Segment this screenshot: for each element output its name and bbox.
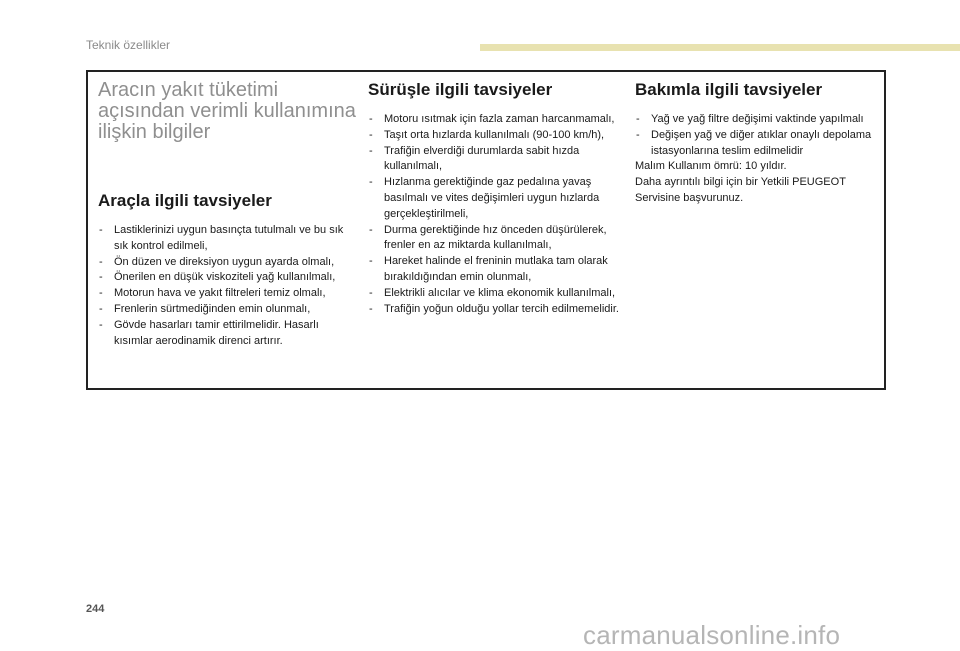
page-number: 244 xyxy=(86,603,105,615)
list-item: - Gövde hasarları tamir ettirilmelidir. Hasarlı kısımlar aerodinamik direnci artırır. xyxy=(98,318,356,350)
list-item: - Lastiklerinizi uygun basınçta tutulmalı ve bu sık sık kontrol edilmeli, xyxy=(98,223,356,255)
list-item: - Yağ ve yağ filtre değişimi vaktinde yapılmalı xyxy=(635,112,885,128)
watermark-text: carmanualsonline.info xyxy=(583,620,841,650)
intro-title: Aracın yakıt tüketimi açısından verimli kullanımına ilişkin bilgiler xyxy=(98,79,356,143)
list-item: - Önerilen en düşük viskoziteli yağ kullanılmalı, xyxy=(98,270,356,286)
list-item: - Trafiğin yoğun olduğu yollar tercih edilmemelidir. xyxy=(368,302,624,318)
driving-advice-title: Sürüşle ilgili tavsiyeler xyxy=(368,80,553,99)
list-item: - Elektrikli alıcılar ve klima ekonomik kullanılmalı, xyxy=(368,286,624,302)
list-item: - Frenlerin sürtmediğinden emin olunmalı, xyxy=(98,302,356,318)
column-vehicle xyxy=(98,72,356,349)
content-box xyxy=(86,70,886,390)
list-item: - Hareket halinde el freninin mutlaka tam olarak bırakıldığından emin olunmalı, xyxy=(368,254,624,286)
section-header-title: Teknik özellikler xyxy=(86,38,171,52)
dealer-info-text: Daha ayrıntılı bilgi için bir Yetkili PEUGEOT Servisine başvurunuz. xyxy=(635,176,846,204)
list-item: - Değişen yağ ve diğer atıklar onaylı depolama istasyonlarına teslim edilmelidir xyxy=(635,128,885,160)
service-life-text: Malım Kullanım ömrü: 10 yıldır. xyxy=(635,160,787,173)
vehicle-advice-title: Araçla ilgili tavsiyeler xyxy=(98,191,272,210)
vehicle-advice-list xyxy=(98,223,356,349)
maintenance-advice-list xyxy=(635,112,885,159)
list-item: - Hızlanma gerektiğinde gaz pedalına yavaş basılmalı ve vites değişimleri uygun hızlarda gerçekleştirilmeli, xyxy=(368,175,624,222)
list-item: - Motoru ısıtmak için fazla zaman harcanmamalı, xyxy=(368,112,624,128)
maintenance-advice-title: Bakımla ilgili tavsiyeler xyxy=(635,80,823,99)
list-item: - Trafiğin elverdiği durumlarda sabit hızda kullanılmalı, xyxy=(368,144,624,176)
list-item: - Taşıt orta hızlarda kullanılmalı (90-100 km/h), xyxy=(368,128,624,144)
driving-advice-list xyxy=(368,112,624,317)
list-item: - Durma gerektiğinde hız önceden düşürülerek, frenler en az miktarda kullanılmalı, xyxy=(368,223,624,255)
column-maintenance xyxy=(635,72,885,207)
list-item: - Ön düzen ve direksiyon uygun ayarda olmalı, xyxy=(98,255,356,271)
list-item: - Motorun hava ve yakıt filtreleri temiz olmalı, xyxy=(98,286,356,302)
header-accent-bar xyxy=(480,44,960,51)
column-driving xyxy=(368,72,624,317)
